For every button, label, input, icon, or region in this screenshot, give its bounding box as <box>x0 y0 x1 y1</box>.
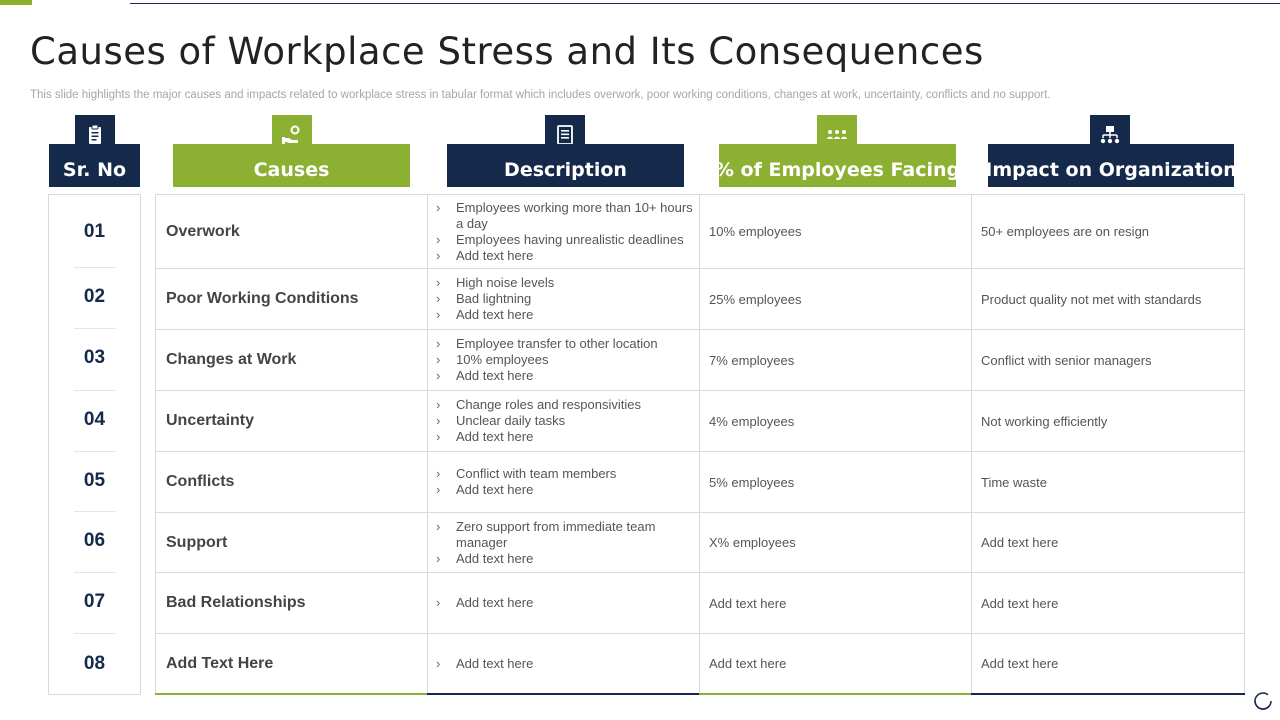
impact-cell: Product quality not met with standards <box>981 291 1202 307</box>
cause-cell: Conflicts <box>156 452 428 512</box>
table-row <box>156 391 1244 452</box>
sr-no-01: 01 <box>83 221 106 242</box>
description-cell <box>428 634 700 693</box>
description-item: › Employees working more than 10+ hours a day <box>436 200 699 232</box>
sr-no-08: 08 <box>83 653 106 674</box>
bottom-accent-impact <box>971 693 1245 695</box>
impact-cell: Not working efficiently <box>981 413 1108 429</box>
description-cell <box>428 452 700 512</box>
description-item: › Employee transfer to other location <box>436 336 658 352</box>
header-sr-no: Sr. No <box>49 144 140 187</box>
sr-no-separator <box>74 451 116 452</box>
description-item: › Conflict with team members <box>436 466 616 482</box>
sr-no-06: 06 <box>83 530 106 551</box>
description-item: › Employees having unrealistic deadlines <box>436 232 699 248</box>
description-item: › High noise levels <box>436 275 554 291</box>
cause-cell: Add Text Here <box>156 634 428 693</box>
description-item: › 10% employees <box>436 352 658 368</box>
description-cell <box>428 195 700 268</box>
impact-cell: Time waste <box>981 474 1047 490</box>
table-row <box>156 269 1244 330</box>
top-accent-bar <box>0 0 32 5</box>
description-item: › Add text here <box>436 429 641 445</box>
description-cell <box>428 330 700 390</box>
table-row <box>156 195 1244 269</box>
percent-cell: Add text here <box>700 634 972 693</box>
cause-cell: Bad Relationships <box>156 573 428 633</box>
impact-cell: Conflict with senior managers <box>981 352 1152 368</box>
description-cell <box>428 573 700 633</box>
header-causes: Causes <box>173 144 410 187</box>
description-item: › Add text here <box>436 307 554 323</box>
description-cell <box>428 269 700 329</box>
sr-no-02: 02 <box>83 286 106 307</box>
page-title: Causes of Workplace Stress and Its Consequences <box>30 30 984 73</box>
percent-cell: 10% employees <box>700 195 972 268</box>
sr-no-column <box>48 194 141 695</box>
percent-cell: X% employees <box>700 513 972 572</box>
table-row <box>156 452 1244 513</box>
bottom-accent-percent <box>699 693 971 695</box>
cause-cell: Support <box>156 513 428 572</box>
description-item: › Add text here <box>436 551 699 567</box>
sr-no-07: 07 <box>83 591 106 612</box>
bottom-accent-description <box>427 693 699 695</box>
impact-cell: Add text here <box>981 595 1059 611</box>
sr-no-separator <box>74 572 116 573</box>
table-row <box>156 330 1244 391</box>
description-item: › Bad lightning <box>436 291 554 307</box>
percent-cell: Add text here <box>700 573 972 633</box>
description-item: › Change roles and responsivities <box>436 397 641 413</box>
stress-table <box>155 194 1245 694</box>
sr-no-separator <box>74 390 116 391</box>
description-cell <box>428 513 700 572</box>
table-row <box>156 513 1244 573</box>
sr-no-separator <box>74 328 116 329</box>
percent-cell: 5% employees <box>700 452 972 512</box>
header-percent-employees: % of Employees Facing <box>719 144 956 187</box>
sr-no-05: 05 <box>83 470 106 491</box>
sr-no-separator <box>74 511 116 512</box>
percent-cell: 25% employees <box>700 269 972 329</box>
description-item: › Zero support from immediate team manager <box>436 519 699 551</box>
description-item: › Add text here <box>436 248 699 264</box>
bottom-accent-causes <box>155 693 427 695</box>
description-item: › Add text here <box>436 482 616 498</box>
header-impact: Impact on Organization <box>988 144 1234 187</box>
sr-no-03: 03 <box>83 347 106 368</box>
sr-no-separator <box>74 267 116 268</box>
sr-no-separator <box>74 633 116 634</box>
description-item: › Add text here <box>436 368 658 384</box>
description-item: › Add text here <box>436 656 533 672</box>
description-item: › Add text here <box>436 595 533 611</box>
table-row <box>156 573 1244 634</box>
cause-cell: Changes at Work <box>156 330 428 390</box>
cause-cell: Uncertainty <box>156 391 428 451</box>
cause-cell: Overwork <box>156 195 428 268</box>
header-description: Description <box>447 144 684 187</box>
sr-no-04: 04 <box>83 409 106 430</box>
impact-cell: Add text here <box>981 535 1059 550</box>
refresh-icon <box>1251 689 1275 713</box>
page-subtitle: This slide highlights the major causes and impacts related to workplace stress in tabular format which includes overwork, poor working conditions, changes at work, uncertainty, conflicts and no support. <box>30 89 1051 101</box>
percent-cell: 4% employees <box>700 391 972 451</box>
cause-cell: Poor Working Conditions <box>156 269 428 329</box>
description-item: › Unclear daily tasks <box>436 413 641 429</box>
impact-cell: Add text here <box>981 656 1059 671</box>
table-row <box>156 634 1244 693</box>
percent-cell: 7% employees <box>700 330 972 390</box>
top-divider-line <box>130 3 1280 4</box>
description-cell <box>428 391 700 451</box>
impact-cell: 50+ employees are on resign <box>981 224 1150 239</box>
